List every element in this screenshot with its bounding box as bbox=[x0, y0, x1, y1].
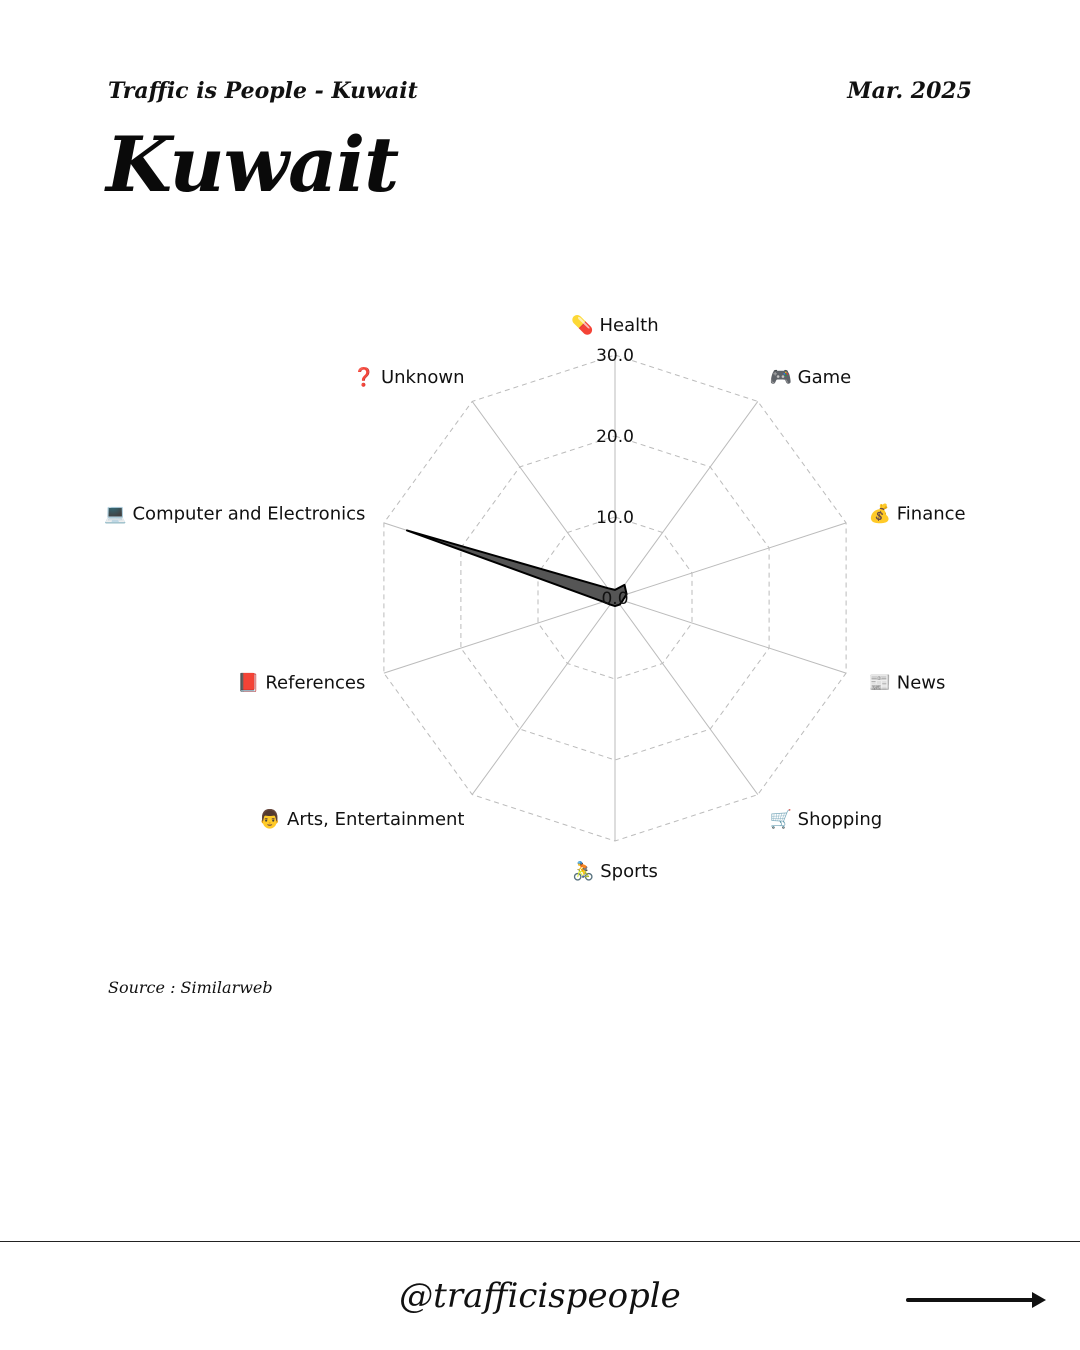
radar-axis-labels bbox=[104, 314, 965, 882]
axis-label-text-7 bbox=[237, 672, 365, 693]
cyclist-icon: 🚴 bbox=[572, 861, 601, 882]
grid-spoke-7 bbox=[384, 598, 615, 673]
axis-label-text-4 bbox=[770, 808, 883, 830]
axis-label-name-8: Computer and Electronics bbox=[132, 503, 366, 525]
axis-label-0 bbox=[571, 314, 658, 336]
artist-icon: 👨 bbox=[258, 808, 288, 830]
axis-label-1 bbox=[770, 367, 852, 388]
pill-icon: 💊 bbox=[571, 315, 600, 336]
axis-label-text-5 bbox=[572, 860, 658, 882]
money-bag-icon: 💰 bbox=[868, 503, 897, 525]
axis-label-text-3 bbox=[869, 672, 946, 693]
tick-label-2: 20.0 bbox=[596, 427, 634, 447]
footer-divider bbox=[0, 1241, 1080, 1242]
grid-spoke-6 bbox=[472, 598, 615, 795]
axis-label-name-1: Game bbox=[797, 367, 852, 389]
grid-spoke-4 bbox=[615, 598, 758, 795]
newspaper-icon: 📰 bbox=[868, 672, 897, 694]
axis-label-2 bbox=[869, 503, 966, 525]
axis-label-6 bbox=[259, 808, 465, 830]
grid-spoke-1 bbox=[615, 401, 758, 598]
axis-label-name-2: Finance bbox=[896, 503, 966, 525]
axis-label-7 bbox=[237, 672, 365, 693]
axis-label-name-7: References bbox=[265, 672, 366, 694]
axis-label-name-0: Health bbox=[599, 315, 659, 336]
question-mark-icon: ❓ bbox=[352, 367, 381, 389]
axis-label-text-6 bbox=[259, 808, 465, 830]
grid-spoke-3 bbox=[615, 598, 846, 673]
radar-chart bbox=[0, 300, 1080, 900]
tick-label-3: 30.0 bbox=[596, 346, 634, 366]
page-title: Kuwait bbox=[106, 120, 399, 209]
tick-label-0: 0.0 bbox=[601, 589, 629, 609]
axis-label-3 bbox=[869, 672, 946, 693]
date-label: Mar. 2025 bbox=[847, 78, 972, 104]
shopping-cart-icon: 🛒 bbox=[769, 808, 798, 830]
axis-label-text-9 bbox=[353, 366, 465, 388]
axis-label-text-1 bbox=[770, 367, 852, 388]
axis-label-5 bbox=[572, 860, 658, 882]
series-title: Traffic is People - Kuwait bbox=[108, 78, 418, 104]
tick-label-1: 10.0 bbox=[596, 508, 634, 528]
axis-label-name-6: Arts, Entertainment bbox=[287, 808, 465, 830]
axis-label-name-9: Unknown bbox=[380, 367, 465, 389]
book-icon: 📕 bbox=[237, 672, 266, 694]
laptop-icon: 💻 bbox=[104, 503, 133, 525]
arrow-right-icon[interactable] bbox=[906, 1288, 1048, 1312]
grid-spoke-9 bbox=[472, 401, 615, 598]
axis-label-text-0 bbox=[571, 314, 658, 336]
axis-label-4 bbox=[770, 808, 883, 830]
axis-label-name-3: News bbox=[896, 672, 946, 694]
axis-label-name-5: Sports bbox=[600, 861, 658, 882]
gamepad-icon: 🎮 bbox=[769, 367, 798, 389]
grid-spoke-2 bbox=[615, 523, 846, 598]
source-note: Source : Similarweb bbox=[108, 978, 273, 997]
axis-label-text-2 bbox=[869, 503, 966, 525]
axis-label-9 bbox=[353, 366, 465, 388]
axis-label-text-8 bbox=[104, 504, 365, 525]
axis-label-8 bbox=[104, 504, 365, 525]
axis-label-name-4: Shopping bbox=[797, 808, 883, 830]
social-handle[interactable]: @trafficispeople bbox=[399, 1276, 681, 1316]
